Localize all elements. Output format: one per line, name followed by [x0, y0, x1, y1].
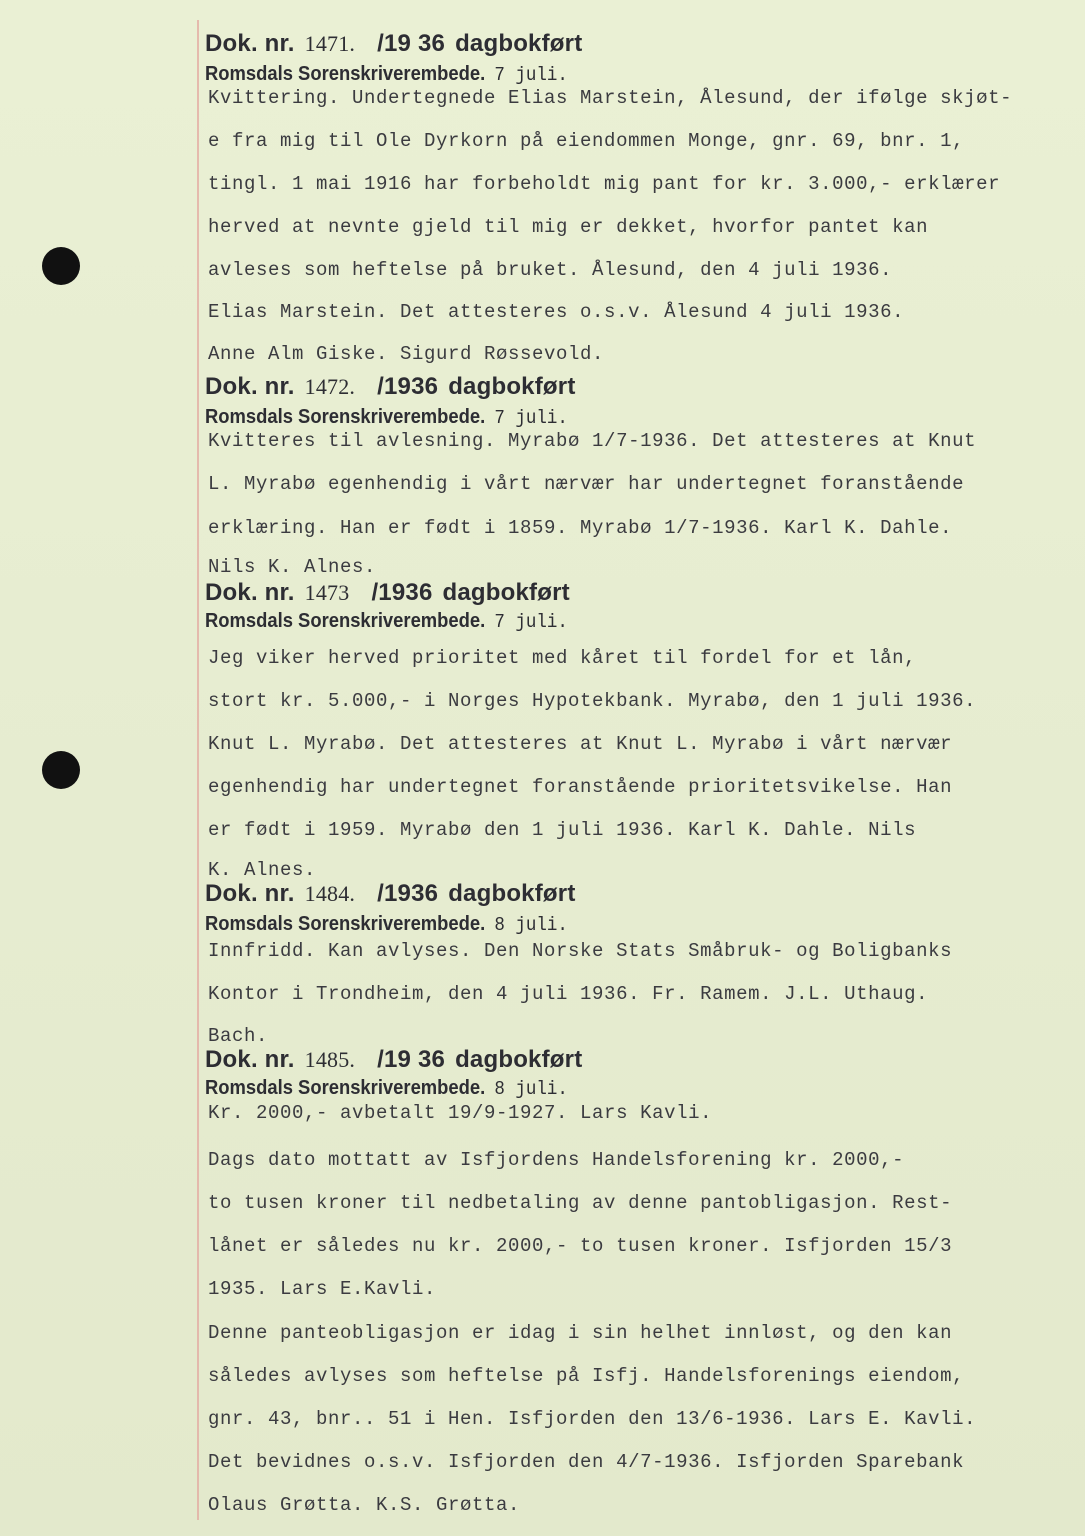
- office-name: Romsdals Sorenskriverembede.: [205, 610, 486, 632]
- text-line: lånet er således nu kr. 2000,- to tusen kroner. Isfjorden 15/3: [208, 1235, 953, 1257]
- doc-number: 1485.: [304, 1047, 356, 1072]
- office-line: [205, 1077, 568, 1100]
- text-line: Kontor i Trondheim, den 4 juli 1936. Fr. Ramem. J.L. Uthaug.: [208, 983, 929, 1005]
- text-line: Anne Alm Giske. Sigurd Røssevold.: [208, 343, 605, 365]
- office-name: Romsdals Sorenskriverembede.: [205, 63, 486, 85]
- text-line: Olaus Grøtta. K.S. Grøtta.: [208, 1494, 521, 1516]
- text-line: Det bevidnes o.s.v. Isfjorden den 4/7-1936. Isfjorden Sparebank: [208, 1451, 965, 1473]
- entry-header: [205, 30, 582, 58]
- text-line: Kvitteres til avlesning. Myrabø 1/7-1936. Det attesteres at Knut: [208, 430, 977, 452]
- margin-rule: [197, 20, 199, 1520]
- entry-date: 7 juli.: [494, 611, 568, 633]
- entry-header: [205, 880, 576, 908]
- journal-stamp: dagbokført: [442, 579, 570, 606]
- entry-date: 7 juli.: [494, 407, 568, 429]
- entry-date: 7 juli.: [494, 64, 568, 86]
- text-line: Kr. 2000,- avbetalt 19/9-1927. Lars Kavli.: [208, 1102, 713, 1124]
- text-line: Dags dato mottatt av Isfjordens Handelsforening kr. 2000,-: [208, 1149, 905, 1171]
- doc-label: Dok. nr.: [205, 880, 295, 907]
- doc-year: /19 36: [377, 30, 446, 57]
- office-name: Romsdals Sorenskriverembede.: [205, 913, 486, 935]
- office-line: [205, 63, 568, 86]
- text-line: således avlyses som heftelse på Isfj. Handelsforenings eiendom,: [208, 1365, 965, 1387]
- text-line: Nils K. Alnes.: [208, 556, 377, 578]
- text-line: tingl. 1 mai 1916 har forbeholdt mig pant for kr. 3.000,- erklærer: [208, 173, 1001, 195]
- text-line: K. Alnes.: [208, 859, 317, 881]
- punch-hole: [42, 247, 80, 285]
- text-line: 1935. Lars E.Kavli.: [208, 1278, 437, 1300]
- text-line: Denne panteobligasjon er idag i sin helhet innløst, og den kan: [208, 1322, 953, 1344]
- office-line: [205, 406, 568, 429]
- text-line: herved at nevnte gjeld til mig er dekket, hvorfor pantet kan: [208, 216, 929, 238]
- doc-label: Dok. nr.: [205, 579, 295, 606]
- punch-hole: [42, 751, 80, 789]
- text-line: Elias Marstein. Det attesteres o.s.v. Ålesund 4 juli 1936.: [208, 301, 905, 323]
- doc-number: 1484.: [304, 881, 356, 906]
- doc-year: /1936: [371, 579, 433, 606]
- text-line: Jeg viker herved prioritet med kåret til fordel for et lån,: [208, 647, 917, 669]
- journal-stamp: dagbokført: [455, 1046, 583, 1073]
- office-name: Romsdals Sorenskriverembede.: [205, 1077, 486, 1099]
- journal-stamp: dagbokført: [455, 30, 583, 57]
- text-line: gnr. 43, bnr.. 51 i Hen. Isfjorden den 13/6-1936. Lars E. Kavli.: [208, 1408, 977, 1430]
- journal-stamp: dagbokført: [448, 880, 576, 907]
- text-line: e fra mig til Ole Dyrkorn på eiendommen Monge, gnr. 69, bnr. 1,: [208, 130, 965, 152]
- office-line: [205, 913, 568, 936]
- entry-header: [205, 1046, 582, 1074]
- doc-number: 1471.: [304, 31, 356, 56]
- doc-label: Dok. nr.: [205, 1046, 295, 1073]
- doc-label: Dok. nr.: [205, 30, 295, 57]
- text-line: avleses som heftelse på bruket. Ålesund, den 4 juli 1936.: [208, 259, 893, 281]
- text-line: egenhendig har undertegnet foranstående prioritetsvikelse. Han: [208, 776, 953, 798]
- text-line: erklæring. Han er født i 1859. Myrabø 1/7-1936. Karl K. Dahle.: [208, 517, 953, 539]
- doc-label: Dok. nr.: [205, 373, 295, 400]
- text-line: to tusen kroner til nedbetaling av denne pantobligasjon. Rest-: [208, 1192, 953, 1214]
- entry-header: [205, 373, 576, 401]
- text-line: stort kr. 5.000,- i Norges Hypotekbank. Myrabø, den 1 juli 1936.: [208, 690, 977, 712]
- entry-date: 8 juli.: [494, 914, 568, 936]
- journal-stamp: dagbokført: [448, 373, 576, 400]
- doc-year: /1936: [377, 880, 439, 907]
- doc-number: 1473: [304, 580, 350, 605]
- entry-header: [205, 579, 570, 607]
- text-line: Innfridd. Kan avlyses. Den Norske Stats Småbruk- og Boligbanks: [208, 940, 953, 962]
- text-line: Kvittering. Undertegnede Elias Marstein, Ålesund, der ifølge skjøt-: [208, 87, 1013, 109]
- doc-number: 1472.: [304, 374, 356, 399]
- text-line: er født i 1959. Myrabø den 1 juli 1936. Karl K. Dahle. Nils: [208, 819, 917, 841]
- entry-date: 8 juli.: [494, 1078, 568, 1100]
- text-line: Knut L. Myrabø. Det attesteres at Knut L. Myrabø i vårt nærvær: [208, 733, 953, 755]
- text-line: L. Myrabø egenhendig i vårt nærvær har undertegnet foranstående: [208, 473, 965, 495]
- text-line: Bach.: [208, 1025, 269, 1047]
- office-line: [205, 610, 568, 633]
- doc-year: /1936: [377, 373, 439, 400]
- office-name: Romsdals Sorenskriverembede.: [205, 406, 486, 428]
- doc-year: /19 36: [377, 1046, 446, 1073]
